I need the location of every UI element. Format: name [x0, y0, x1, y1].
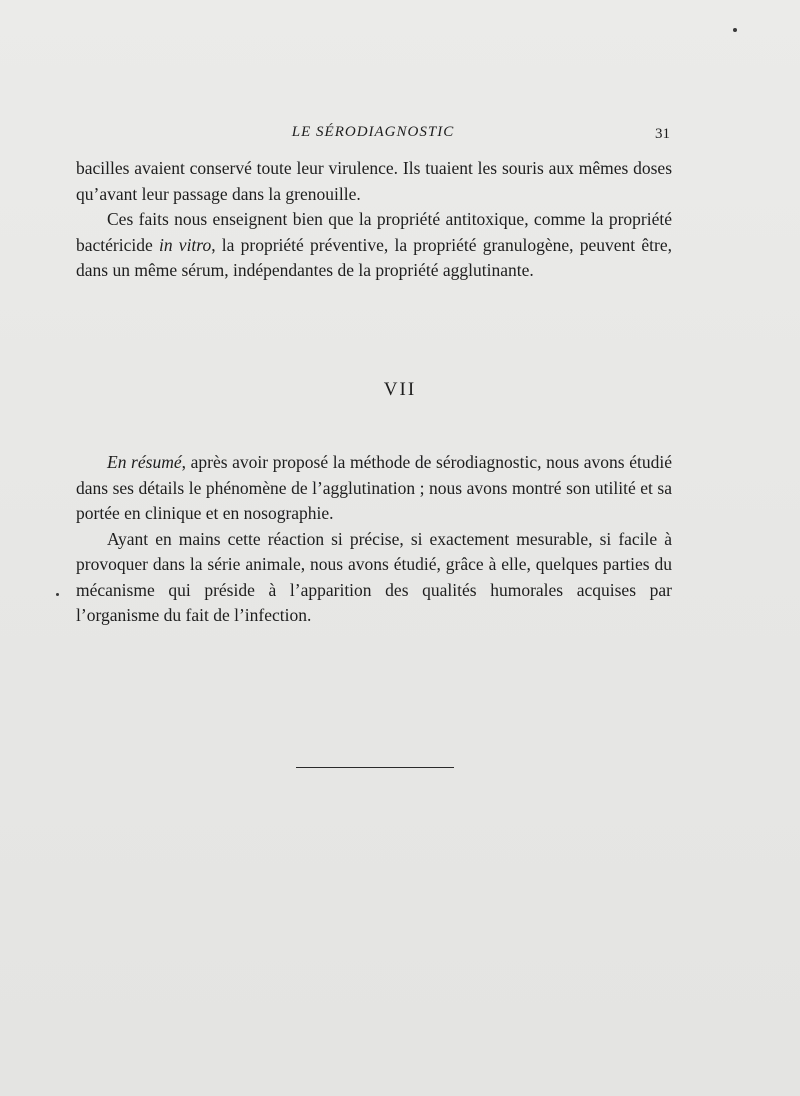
paragraph-summary: [76, 450, 672, 527]
page-number: 31: [655, 126, 670, 142]
paragraph-text: Ces faits nous enseignent bien que la propriété antitoxique, comme la propriété bactéricide: [76, 209, 672, 255]
text-block-upper: [76, 156, 672, 284]
running-title: LE SÉRODIAGNOSTIC: [291, 124, 455, 140]
paragraph-continuation: bacilles avaient conservé toute leur virulence. Ils tuaient les souris aux mêmes doses qu’avant leur passage dans la grenouille.: [76, 158, 672, 204]
italic-term: En résumé: [107, 452, 182, 472]
paragraph-text: , après avoir proposé la méthode de sérodiagnostic, nous avons étudié dans ses détails le phénomène de l’agglutination ; nous avons montré son utilité et sa portée en clinique et en nosographie.: [76, 452, 672, 523]
print-speck: [56, 593, 59, 596]
print-speck: [733, 28, 737, 32]
italic-term: in vitro: [158, 234, 212, 255]
paragraph-conclusion: Ayant en mains cette réaction si précise, si exactement mesurable, si facile à provoquer dans la série animale, nous avons étudié, grâce à elle, quelques parties du mécanisme qui préside à l’apparition des qualités humorales acquises par l’organisme du fait de l’infection.: [76, 528, 672, 625]
paragraph-antitoxic-properties: [76, 207, 672, 284]
section-heading: VII: [383, 379, 417, 400]
end-rule: [296, 767, 454, 768]
paragraph-text: , la propriété préventive, la propriété granulogène, peuvent être, dans un même sérum, indépendantes de la propriété agglutinante.: [76, 234, 672, 280]
text-block-lower: [76, 450, 672, 629]
